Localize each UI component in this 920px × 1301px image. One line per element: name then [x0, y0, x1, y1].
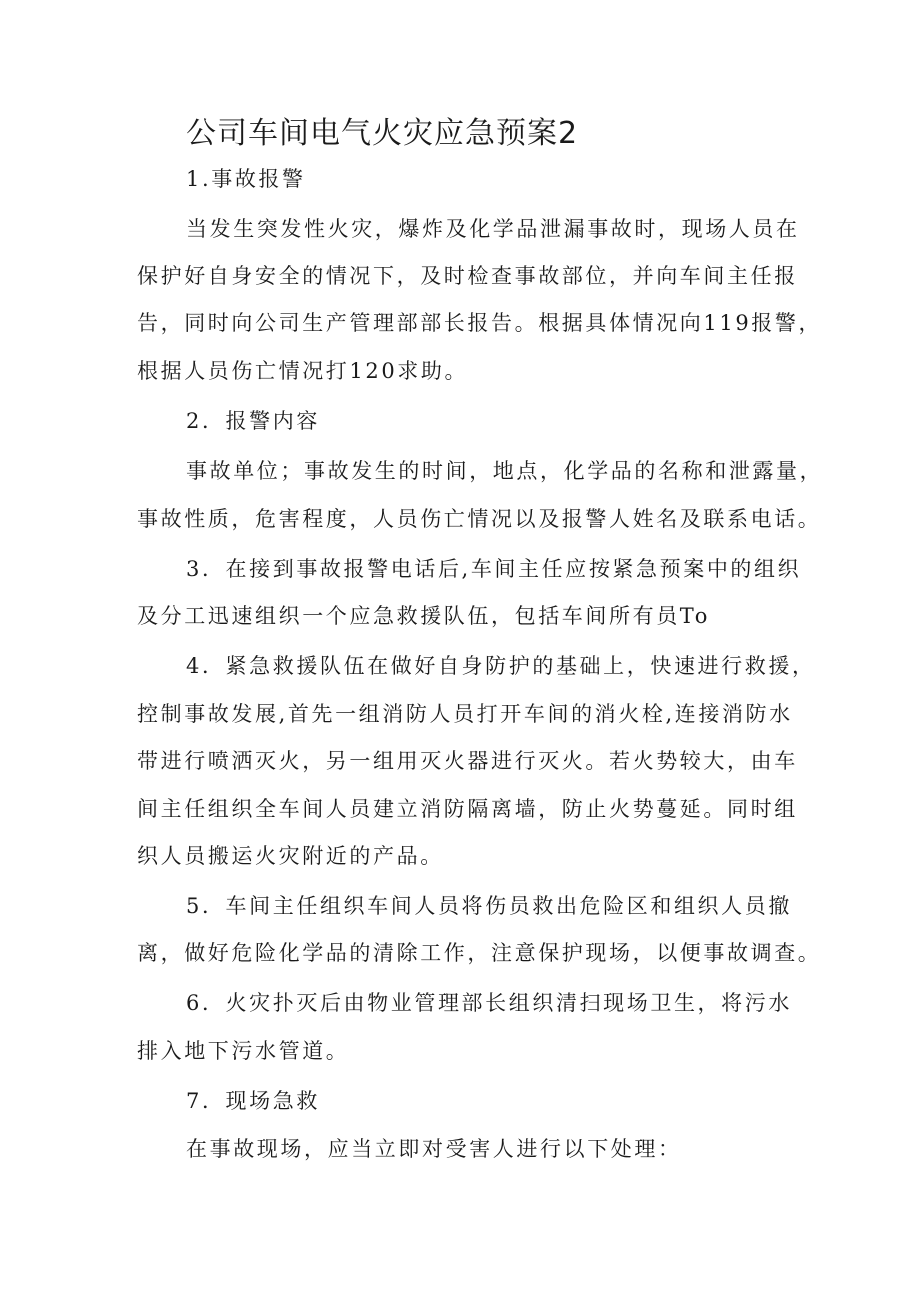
- paragraph-line: 当发生突发性火灾，爆炸及化学品泄漏事故时，现场人员在: [186, 217, 800, 241]
- section-heading-7: 7．现场急救: [186, 1089, 320, 1113]
- paragraph-line: 3．在接到事故报警电话后,车间主任应按紧急预案中的组织: [186, 557, 802, 581]
- paragraph-line: 事故单位；事故发生的时间，地点，化学品的名称和泄露量，: [186, 459, 824, 483]
- paragraph-line: 6．火灾扑灭后由物业管理部长组织清扫现场卫生，将污水: [186, 991, 792, 1015]
- paragraph-line: 告，同时向公司生产管理部部长报告。根据具体情况向119报警，: [137, 311, 823, 335]
- paragraph-line: 在事故现场，应当立即对受害人进行以下处理：: [186, 1137, 682, 1161]
- document-title: 公司车间电气火灾应急预案2: [186, 116, 579, 151]
- paragraph-line: 5．车间主任组织车间人员将伤员救出危险区和组织人员撤: [186, 894, 792, 918]
- paragraph-line: 织人员搬运火灾附近的产品。: [137, 844, 444, 868]
- paragraph-line: 离，做好危险化学品的清除工作，注意保护现场，以便事故调查。: [137, 941, 822, 965]
- paragraph-line: 事故性质，危害程度，人员伤亡情况以及报警人姓名及联系电话。: [137, 507, 822, 531]
- paragraph-line: 带进行喷洒灭火，另一组用灭火器进行灭火。若火势较大，由车: [137, 749, 798, 773]
- paragraph-line: 排入地下污水管道。: [137, 1039, 350, 1063]
- paragraph-line: 根据人员伤亡情况打120求助。: [137, 359, 469, 383]
- paragraph-line: 保护好自身安全的情况下，及时检查事故部位，并向车间主任报: [137, 264, 798, 288]
- section-heading-1: 1.事故报警: [186, 167, 306, 191]
- section-heading-2: 2．报警内容: [186, 409, 320, 433]
- paragraph-line: 控制事故发展,首先一组消防人员打开车间的消火栓,连接消防水: [137, 702, 793, 726]
- paragraph-line: 及分工迅速组织一个应急救援队伍，包括车间所有员To: [137, 604, 711, 628]
- paragraph-line: 间主任组织全车间人员建立消防隔离墙，防止火势蔓延。同时组: [137, 797, 798, 821]
- paragraph-line: 4．紧急救援队伍在做好自身防护的基础上，快速进行救援，: [186, 654, 816, 678]
